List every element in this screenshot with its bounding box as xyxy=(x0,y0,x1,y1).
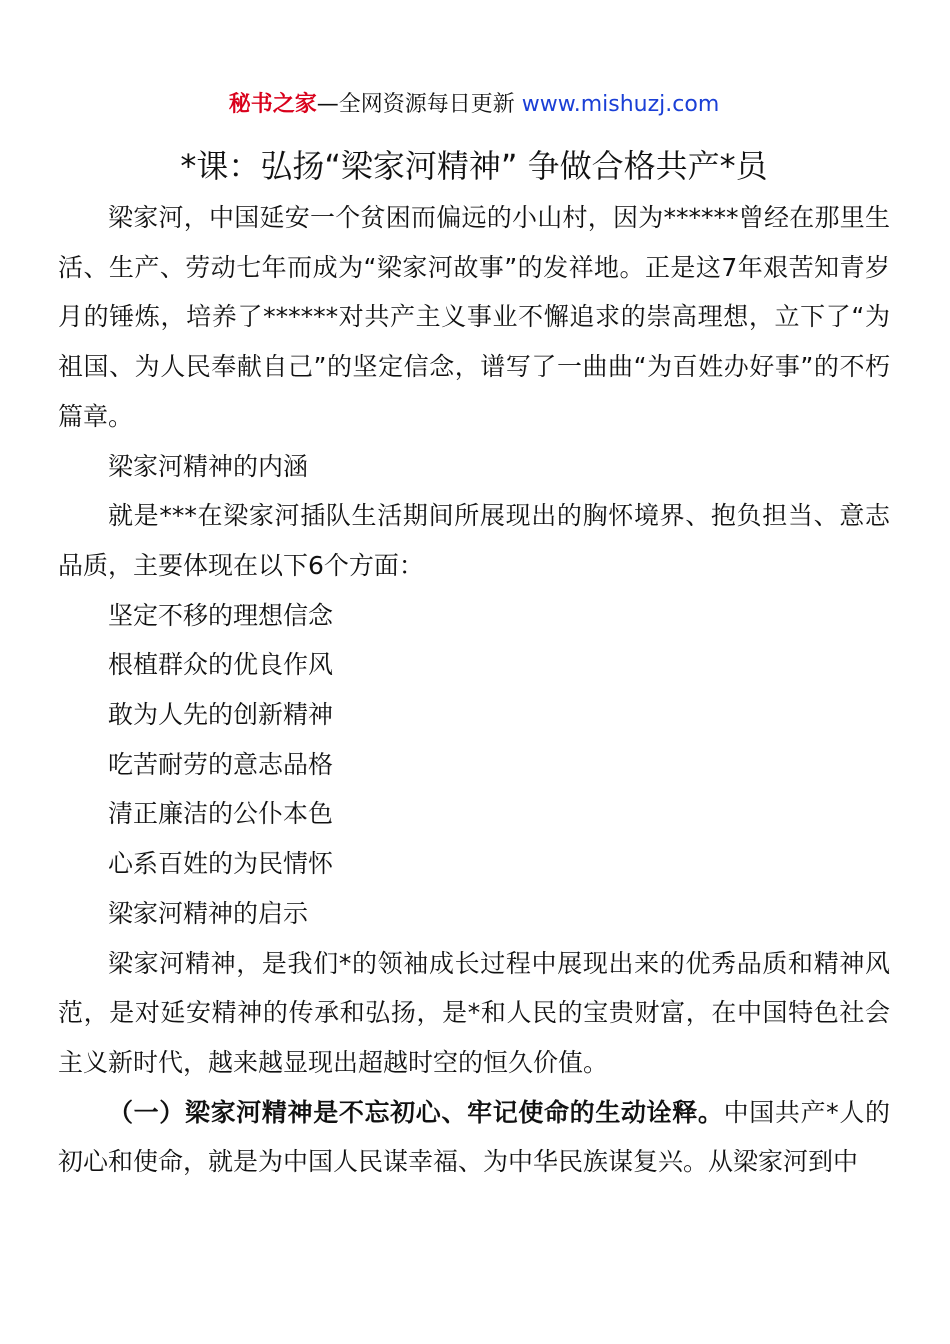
banner-slogan: —全网资源每日更新 xyxy=(316,92,522,117)
list-item: 清正廉洁的公仆本色 xyxy=(108,799,334,829)
document-page xyxy=(58,0,890,1344)
paragraph-connotation: 就是***在梁家河插队生活期间所展现出的胸怀境界、抱负担当、意志品质，主要体现在以下6个方面： xyxy=(58,501,890,580)
list-item: 心系百姓的为民情怀 xyxy=(108,849,334,879)
banner-url-link[interactable]: www.mishuzj.com xyxy=(521,92,720,117)
paragraph-point-one xyxy=(58,1088,890,1187)
list-item: 根植群众的优良作风 xyxy=(108,650,334,680)
paragraph-inspiration: 梁家河精神，是我们*的领袖成长过程中展现出来的优秀品质和精神风范，是对延安精神的传承和弘扬，是*和人民的宝贵财富，在中国特色社会主义新时代，越来越显现出超越时空的恒久价值。 xyxy=(58,948,890,1077)
list-item: 坚定不移的理想信念 xyxy=(108,600,334,630)
document-title: *课：弘扬“梁家河精神” 争做合格共产*员 xyxy=(180,147,768,185)
section-heading-inspiration: 梁家河精神的启示 xyxy=(108,898,309,928)
section-heading-connotation: 梁家河精神的内涵 xyxy=(108,451,309,481)
point-one-text: 中国共产*人的初心和使命，就是为中国人民谋幸福、为中华民族谋复兴。从梁家河到中 xyxy=(58,1097,890,1177)
list-item: 敢为人先的创新精神 xyxy=(108,700,334,730)
site-banner xyxy=(58,88,890,122)
point-one-lead: （一）梁家河精神是不忘初心、牢记使命的生动诠释。 xyxy=(108,1097,724,1127)
document-body xyxy=(58,193,890,1187)
brand-name: 秘书之家 xyxy=(228,92,317,117)
list-item: 吃苦耐劳的意志品格 xyxy=(108,749,334,779)
paragraph-intro: 梁家河，中国延安一个贫困而偏远的小山村，因为******曾经在那里生活、生产、劳动七年而成为“梁家河故事”的发祥地。正是这7年艰苦知青岁月的锤炼，培养了******对共产主义事业不懈追求的崇高理想，立下了“为祖国、为人民奉献自己”的坚定信念，谱写了一曲曲“为百姓办好事”的不朽篇章。 xyxy=(58,203,890,431)
